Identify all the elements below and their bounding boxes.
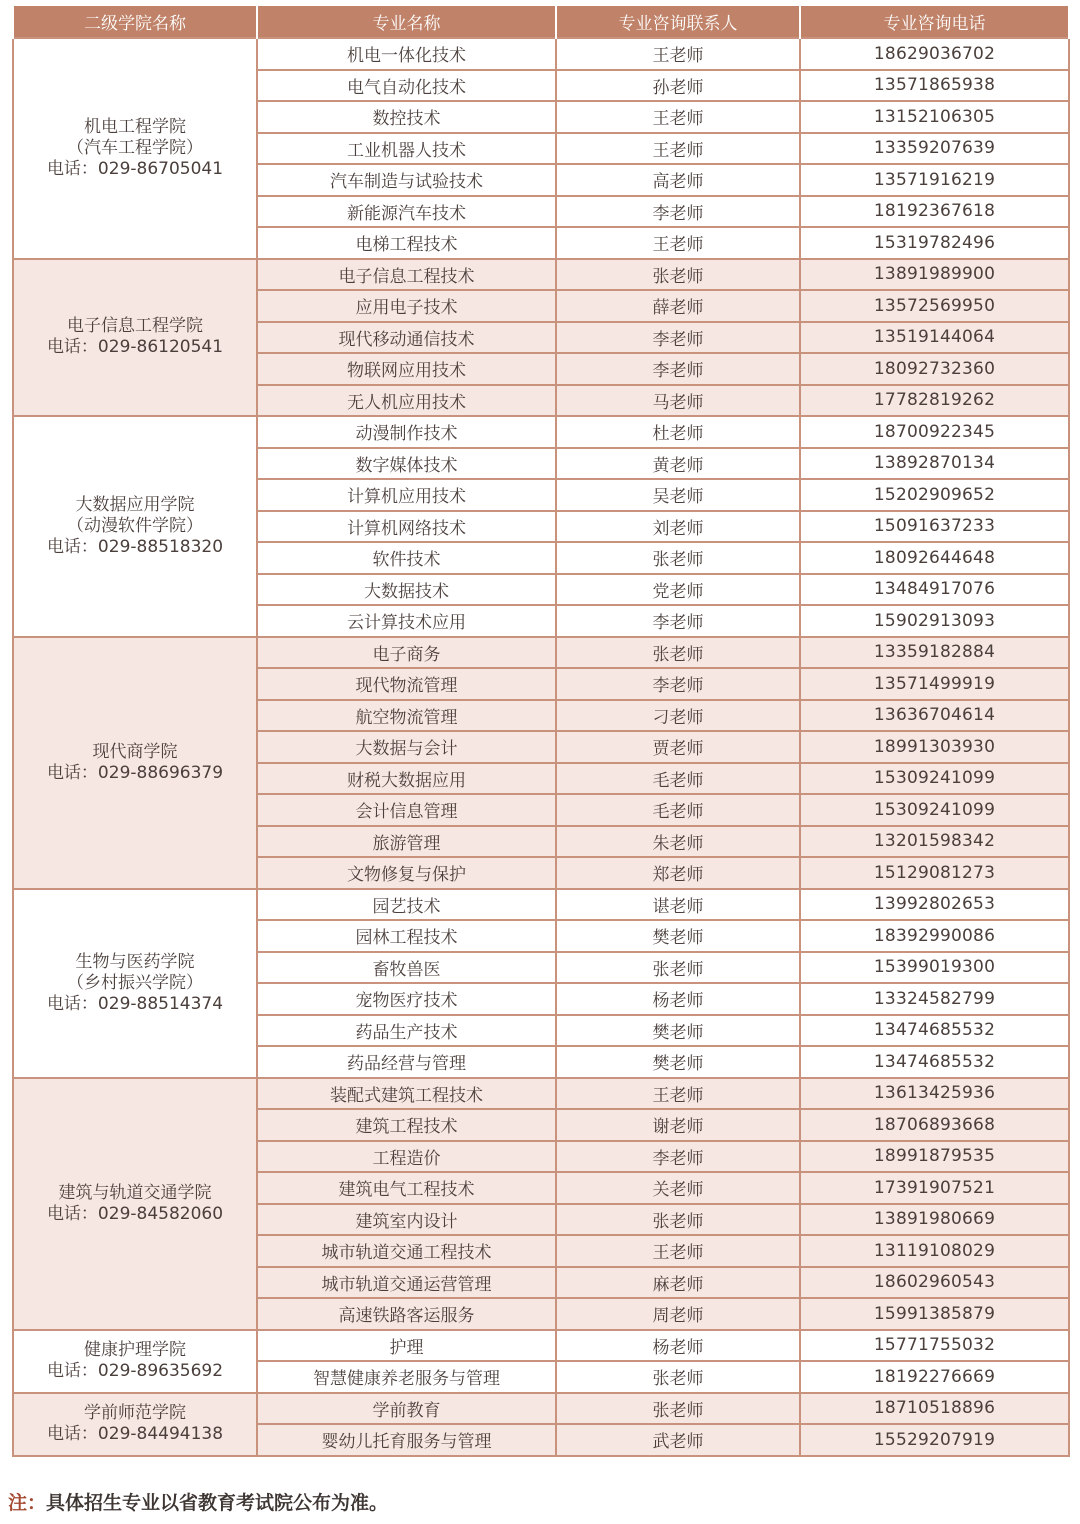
major-cell: 电气自动化技术 <box>257 70 556 102</box>
contact-cell: 吴老师 <box>556 479 800 511</box>
major-cell: 智慧健康养老服务与管理 <box>257 1361 556 1393</box>
college-name-line: （乡村振兴学院） <box>67 972 203 993</box>
contact-cell: 李老师 <box>556 1141 800 1173</box>
contact-cell: 张老师 <box>556 259 800 291</box>
major-cell: 大数据技术 <box>257 574 556 606</box>
table-row <box>13 1393 1069 1425</box>
phone-cell[interactable]: 13201598342 <box>800 826 1069 858</box>
major-cell: 婴幼儿托育服务与管理 <box>257 1424 556 1456</box>
contact-cell: 黄老师 <box>556 448 800 480</box>
major-cell: 会计信息管理 <box>257 794 556 826</box>
contact-cell: 关老师 <box>556 1172 800 1204</box>
major-cell: 电子商务 <box>257 637 556 669</box>
phone-cell[interactable]: 13474685532 <box>800 1046 1069 1078</box>
phone-cell[interactable]: 13359207639 <box>800 133 1069 165</box>
phone-cell[interactable]: 13152106305 <box>800 101 1069 133</box>
college-name-line: 机电工程学院 <box>84 116 186 137</box>
table-row <box>13 259 1069 291</box>
major-cell: 汽车制造与试验技术 <box>257 164 556 196</box>
phone-cell[interactable]: 13892870134 <box>800 448 1069 480</box>
major-cell: 药品经营与管理 <box>257 1046 556 1078</box>
phone-cell[interactable]: 15129081273 <box>800 857 1069 889</box>
college-cell <box>13 259 257 417</box>
contact-cell: 王老师 <box>556 1235 800 1267</box>
contact-cell: 谌老师 <box>556 889 800 921</box>
college-cell <box>13 889 257 1078</box>
phone-cell[interactable]: 15902913093 <box>800 605 1069 637</box>
contact-cell: 刘老师 <box>556 511 800 543</box>
contact-cell: 张老师 <box>556 1204 800 1236</box>
phone-cell[interactable]: 15399019300 <box>800 952 1069 984</box>
contact-cell: 谢老师 <box>556 1109 800 1141</box>
contact-cell: 毛老师 <box>556 763 800 795</box>
phone-cell[interactable]: 13613425936 <box>800 1078 1069 1110</box>
phone-cell[interactable]: 18602960543 <box>800 1267 1069 1299</box>
college-cell <box>13 1393 257 1456</box>
major-cell: 大数据与会计 <box>257 731 556 763</box>
phone-cell[interactable]: 13474685532 <box>800 1015 1069 1047</box>
college-phone: 电话：029-84582060 <box>46 1203 224 1224</box>
phone-cell[interactable]: 18092644648 <box>800 542 1069 574</box>
major-cell: 物联网应用技术 <box>257 353 556 385</box>
table-row <box>13 637 1069 669</box>
major-cell: 机电一体化技术 <box>257 38 556 70</box>
header-college: 二级学院名称 <box>13 6 257 38</box>
contact-cell: 李老师 <box>556 322 800 354</box>
major-cell: 园林工程技术 <box>257 920 556 952</box>
contact-cell: 王老师 <box>556 1078 800 1110</box>
contact-cell: 党老师 <box>556 574 800 606</box>
phone-cell[interactable]: 15991385879 <box>800 1298 1069 1330</box>
footnote-prefix: 注： <box>8 1492 47 1514</box>
phone-cell[interactable]: 13571916219 <box>800 164 1069 196</box>
major-cell: 电子信息工程技术 <box>257 259 556 291</box>
contact-cell: 武老师 <box>556 1424 800 1456</box>
college-phone: 电话：029-88518320 <box>46 536 224 557</box>
footnote-text: 具体招生专业以省教育考试院公布为准。 <box>46 1492 389 1514</box>
contact-cell: 李老师 <box>556 605 800 637</box>
phone-cell[interactable]: 13891989900 <box>800 259 1069 291</box>
phone-cell[interactable]: 18991303930 <box>800 731 1069 763</box>
contact-cell: 张老师 <box>556 1361 800 1393</box>
phone-cell[interactable]: 15202909652 <box>800 479 1069 511</box>
major-cell: 建筑室内设计 <box>257 1204 556 1236</box>
phone-cell[interactable]: 13572569950 <box>800 290 1069 322</box>
major-cell: 学前教育 <box>257 1393 556 1425</box>
major-cell: 无人机应用技术 <box>257 385 556 417</box>
phone-cell[interactable]: 13891980669 <box>800 1204 1069 1236</box>
college-phone: 电话：029-88696379 <box>46 762 224 783</box>
major-cell: 城市轨道交通运营管理 <box>257 1267 556 1299</box>
header-contact: 专业咨询联系人 <box>556 6 800 38</box>
contact-cell: 樊老师 <box>556 1015 800 1047</box>
footnote <box>8 1488 388 1515</box>
contact-cell: 王老师 <box>556 101 800 133</box>
phone-cell[interactable]: 18092732360 <box>800 353 1069 385</box>
college-phone: 电话：029-86120541 <box>46 337 224 358</box>
contact-cell: 高老师 <box>556 164 800 196</box>
college-name-line: 生物与医药学院 <box>75 951 195 972</box>
contact-cell: 杨老师 <box>556 1330 800 1362</box>
major-cell: 云计算技术应用 <box>257 605 556 637</box>
major-cell: 工程造价 <box>257 1141 556 1173</box>
contact-cell: 贾老师 <box>556 731 800 763</box>
major-cell: 应用电子技术 <box>257 290 556 322</box>
table-header-row <box>13 6 1069 38</box>
phone-cell[interactable]: 15309241099 <box>800 763 1069 795</box>
major-cell: 城市轨道交通工程技术 <box>257 1235 556 1267</box>
contact-cell: 王老师 <box>556 133 800 165</box>
contact-cell: 杨老师 <box>556 983 800 1015</box>
phone-cell[interactable]: 15319782496 <box>800 227 1069 259</box>
college-cell <box>13 1330 257 1393</box>
contact-cell: 孙老师 <box>556 70 800 102</box>
major-cell: 软件技术 <box>257 542 556 574</box>
major-cell: 旅游管理 <box>257 826 556 858</box>
phone-cell[interactable]: 17782819262 <box>800 385 1069 417</box>
college-phone: 电话：029-86705041 <box>46 158 224 179</box>
major-cell: 宠物医疗技术 <box>257 983 556 1015</box>
contact-cell: 杜老师 <box>556 416 800 448</box>
college-name-line: 健康护理学院 <box>84 1340 186 1360</box>
major-cell: 财税大数据应用 <box>257 763 556 795</box>
phone-cell[interactable]: 13324582799 <box>800 983 1069 1015</box>
phone-cell[interactable]: 15771755032 <box>800 1330 1069 1362</box>
contact-cell: 周老师 <box>556 1298 800 1330</box>
phone-cell[interactable]: 18991879535 <box>800 1141 1069 1173</box>
contact-cell: 李老师 <box>556 668 800 700</box>
college-name-line: 建筑与轨道交通学院 <box>58 1182 212 1203</box>
phone-cell[interactable]: 13571865938 <box>800 70 1069 102</box>
major-cell: 现代物流管理 <box>257 668 556 700</box>
major-cell: 电梯工程技术 <box>257 227 556 259</box>
contact-cell: 樊老师 <box>556 920 800 952</box>
major-cell: 计算机应用技术 <box>257 479 556 511</box>
contact-cell: 张老师 <box>556 952 800 984</box>
college-cell <box>13 637 257 889</box>
phone-cell[interactable]: 13571499919 <box>800 668 1069 700</box>
contact-cell: 马老师 <box>556 385 800 417</box>
college-name-line: 学前师范学院 <box>84 1403 186 1423</box>
majors-contact-table <box>12 6 1070 1457</box>
phone-cell[interactable]: 13636704614 <box>800 700 1069 732</box>
contact-cell: 王老师 <box>556 227 800 259</box>
major-cell: 现代移动通信技术 <box>257 322 556 354</box>
college-name-line: 电子信息工程学院 <box>67 316 203 337</box>
phone-cell[interactable]: 18392990086 <box>800 920 1069 952</box>
phone-cell[interactable]: 18192276669 <box>800 1361 1069 1393</box>
table-row <box>13 38 1069 70</box>
college-name-line: （汽车工程学院） <box>67 137 203 158</box>
college-cell <box>13 1078 257 1330</box>
contact-cell: 刁老师 <box>556 700 800 732</box>
phone-cell[interactable]: 15529207919 <box>800 1424 1069 1456</box>
contact-cell: 张老师 <box>556 637 800 669</box>
phone-cell[interactable]: 18629036702 <box>800 38 1069 70</box>
college-cell <box>13 416 257 637</box>
header-major: 专业名称 <box>257 6 556 38</box>
phone-cell[interactable]: 13992802653 <box>800 889 1069 921</box>
contact-cell: 张老师 <box>556 542 800 574</box>
major-cell: 高速铁路客运服务 <box>257 1298 556 1330</box>
major-cell: 计算机网络技术 <box>257 511 556 543</box>
phone-cell[interactable]: 18706893668 <box>800 1109 1069 1141</box>
phone-cell[interactable]: 18710518896 <box>800 1393 1069 1425</box>
major-cell: 建筑工程技术 <box>257 1109 556 1141</box>
contact-cell: 张老师 <box>556 1393 800 1425</box>
contact-cell: 薛老师 <box>556 290 800 322</box>
phone-cell[interactable]: 18700922345 <box>800 416 1069 448</box>
phone-cell[interactable]: 13484917076 <box>800 574 1069 606</box>
major-cell: 新能源汽车技术 <box>257 196 556 228</box>
college-name-line: 大数据应用学院 <box>75 494 195 515</box>
major-cell: 药品生产技术 <box>257 1015 556 1047</box>
phone-cell[interactable]: 13519144064 <box>800 322 1069 354</box>
table-row <box>13 1078 1069 1110</box>
contact-cell: 李老师 <box>556 196 800 228</box>
table-row <box>13 889 1069 921</box>
contact-cell: 樊老师 <box>556 1046 800 1078</box>
major-cell: 航空物流管理 <box>257 700 556 732</box>
phone-cell[interactable]: 13119108029 <box>800 1235 1069 1267</box>
college-phone: 电话：029-88514374 <box>46 993 224 1014</box>
major-cell: 护理 <box>257 1330 556 1362</box>
table-body <box>13 38 1069 1456</box>
college-cell <box>13 38 257 259</box>
major-cell: 工业机器人技术 <box>257 133 556 165</box>
major-cell: 动漫制作技术 <box>257 416 556 448</box>
table-row <box>13 416 1069 448</box>
phone-cell[interactable]: 15309241099 <box>800 794 1069 826</box>
major-cell: 装配式建筑工程技术 <box>257 1078 556 1110</box>
college-phone: 电话：029-89635692 <box>46 1361 224 1381</box>
phone-cell[interactable]: 15091637233 <box>800 511 1069 543</box>
college-name-line: 现代商学院 <box>92 741 178 762</box>
phone-cell[interactable]: 18192367618 <box>800 196 1069 228</box>
contact-cell: 郑老师 <box>556 857 800 889</box>
contact-cell: 朱老师 <box>556 826 800 858</box>
college-name-line: （动漫软件学院） <box>67 515 203 536</box>
phone-cell[interactable]: 13359182884 <box>800 637 1069 669</box>
header-phone: 专业咨询电话 <box>800 6 1069 38</box>
college-phone: 电话：029-84494138 <box>46 1424 224 1444</box>
contact-cell: 王老师 <box>556 38 800 70</box>
major-cell: 建筑电气工程技术 <box>257 1172 556 1204</box>
table-row <box>13 1330 1069 1362</box>
major-cell: 园艺技术 <box>257 889 556 921</box>
contact-cell: 麻老师 <box>556 1267 800 1299</box>
contact-cell: 李老师 <box>556 353 800 385</box>
phone-cell[interactable]: 17391907521 <box>800 1172 1069 1204</box>
major-cell: 文物修复与保护 <box>257 857 556 889</box>
major-cell: 数字媒体技术 <box>257 448 556 480</box>
contact-cell: 毛老师 <box>556 794 800 826</box>
major-cell: 数控技术 <box>257 101 556 133</box>
majors-contact-table-container <box>12 6 1068 1457</box>
major-cell: 畜牧兽医 <box>257 952 556 984</box>
